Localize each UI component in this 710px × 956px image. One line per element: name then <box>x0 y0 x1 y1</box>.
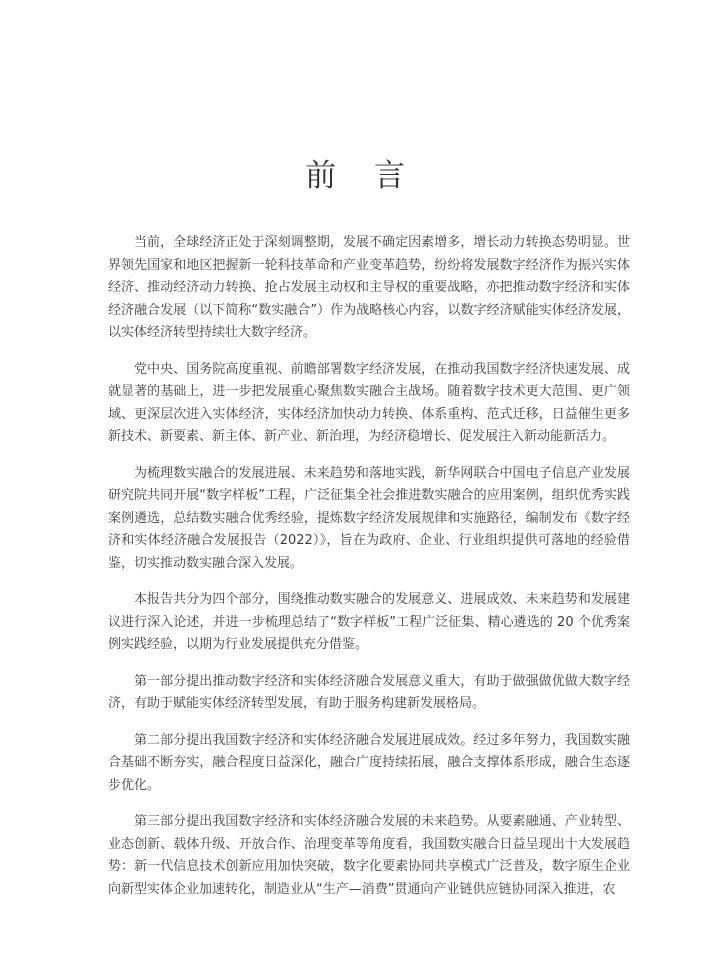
paragraph: 第三部分提出我国数字经济和实体经济融合发展的未来趋势。从要素融通、产业转型、业态创新、载体升级、开放合作、治理变革等角度看，我国数实融合日益呈现出十大发展趋势：新一代信息技术创新应用加快突破，数字化要素协同共享模式广泛普及，数字原生企业向新型实体企业加速转化，制造业从“生产—消费”贯通向产业链供应链协同深入推进，农 <box>108 814 630 897</box>
document-body <box>108 232 630 915</box>
paragraph: 党中央、国务院高度重视、前瞻部署数字经济发展，在推动我国数字经济快速发展、成就显著的基础上，进一步把发展重心聚焦数实融合主战场。随着数字技术更大范围、更广领域、更深层次进入实体经济，实体经济加快动力转换、体系重构、范式迁移，日益催生更多新技术、新要素、新主体、新产业、新治理，为经济稳增长、促发展注入新动能新活力。 <box>108 361 630 444</box>
paragraph: 第一部分提出推动数字经济和实体经济融合发展意义重大，有助于做强做优做大数字经济，有助于赋能实体经济转型发展，有助于服务构建新发展格局。 <box>108 673 630 711</box>
paragraph: 第二部分提出我国数字经济和实体经济融合发展进展成效。经过多年努力，我国数实融合基础不断夯实，融合程度日益深化，融合广度持续拓展，融合支撑体系形成，融合生态逐步优化。 <box>108 732 630 793</box>
page-title: 前 言 <box>305 158 419 194</box>
paragraph: 当前，全球经济正处于深刻调整期，发展不确定因素增多，增长动力转换态势明显。世界领先国家和地区把握新一轮科技革命和产业变革趋势，纷纷将发展数字经济作为振兴实体经济、推动经济动力转换、抢占发展主动权和主导权的重要战略，亦把推动数字经济和实体经济融合发展（以下简称“数实融合”）作为战略核心内容，以数字经济赋能实体经济发展，以实体经济转型持续壮大数字经济。 <box>108 235 630 340</box>
paragraph: 为梳理数实融合的发展进展、未来趋势和落地实践，新华网联合中国电子信息产业发展研究院共同开展“数字样板”工程，广泛征集全社会推进数实融合的应用案例，组织优秀实践案例遴选，总结数实融合优秀经验，提炼数字经济发展规律和实施路径，编制发布《数字经济和实体经济融合发展报告（2022）》，旨在为政府、企业、行业组织提供可落地的经验借鉴，切实推动数实融合深入发展。 <box>108 465 630 571</box>
paragraph: 本报告共分为四个部分，围绕推动数实融合的发展意义、进展成效、未来趋势和发展建议进行深入论述，并进一步梳理总结了“数字样板”工程广泛征集、精心遴选的 20 个优秀案例实践经验，以期为行业发展提供充分借鉴。 <box>108 592 630 652</box>
